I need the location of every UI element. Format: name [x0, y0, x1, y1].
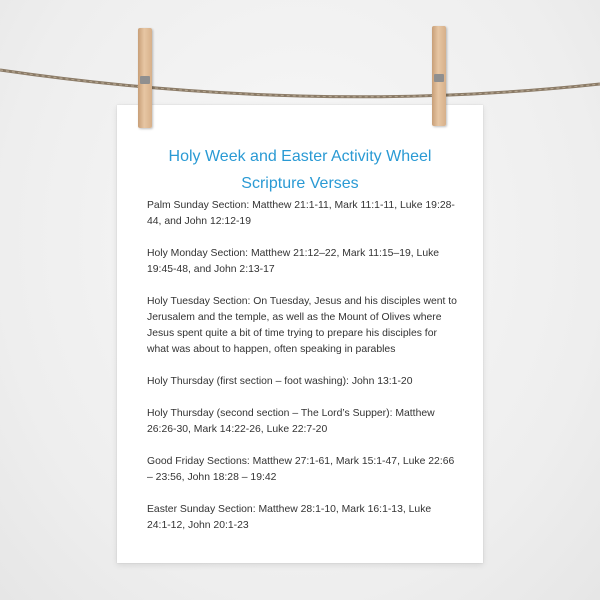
section-holy-monday: Holy Monday Section: Matthew 21:12–22, Mark 11:15–19, Luke 19:45-48, and John 2:13-17 — [147, 248, 440, 275]
page-title-line1: Holy Week and Easter Activity Wheel — [168, 148, 432, 165]
twine-line — [0, 0, 600, 130]
page-title-line2: Scripture Verses — [241, 175, 359, 192]
scripture-list — [147, 198, 457, 550]
clothespin-right — [432, 26, 446, 126]
section-easter-sunday: Easter Sunday Section: Matthew 28:1-10, Mark 16:1-13, Luke 24:1-12, John 20:1-23 — [147, 504, 432, 531]
section-holy-thursday-first: Holy Thursday (first section – foot washing): John 13:1-20 — [147, 376, 413, 387]
section-palm-sunday: Palm Sunday Section: Matthew 21:1-11, Mark 11:1-11, Luke 19:28-44, and John 12:12-19 — [147, 200, 455, 227]
section-holy-thursday-second: Holy Thursday (second section – The Lord’s Supper): Matthew 26:26-30, Mark 14:22-26, Luke 22:7-20 — [147, 408, 435, 435]
section-good-friday: Good Friday Sections: Matthew 27:1-61, Mark 15:1-47, Luke 22:66 – 23:56, John 18:28 – 19:42 — [147, 456, 455, 483]
clothespin-left — [138, 28, 152, 128]
section-holy-tuesday: Holy Tuesday Section: On Tuesday, Jesus and his disciples went to Jerusalem and the temple, as well as the Mount of Olives where Jesus spent quite a bit of time trying to prepare his disciples for what was about to happen, often speaking in parables — [147, 296, 457, 355]
